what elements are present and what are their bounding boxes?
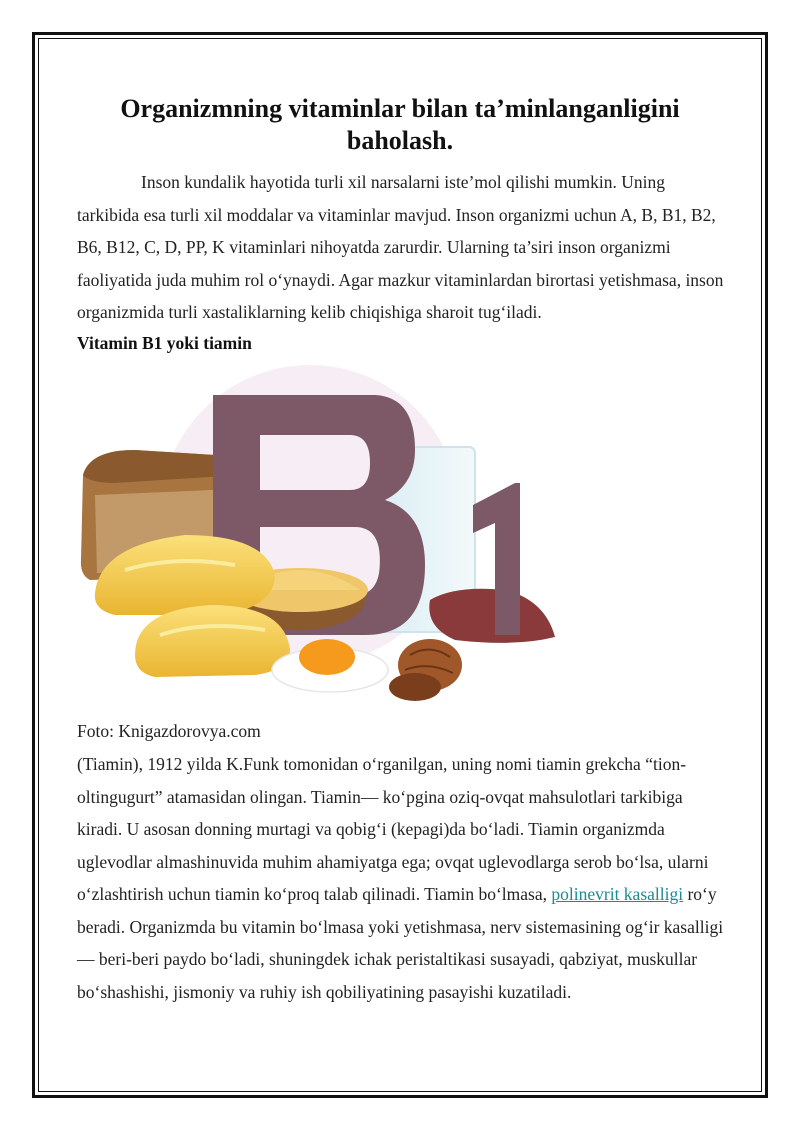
liver-slice bbox=[429, 589, 555, 643]
body-paragraph bbox=[77, 748, 727, 1008]
body-text-part2: ro‘y beradi. Organizmda bu vitamin bo‘lmasa yoki yetishmasa, nerv sistemasining og‘ir kasalligi — beri-beri paydo bo‘ladi, shuningdek ichak peristaltikasi susayadi, qabziyat, muskullar bo‘shashishi, jismoniy va ruhiy ish qobiliyatining pasayishi kuzatiladi. bbox=[77, 884, 724, 1002]
photo-credit: Foto: Knigazdorovya.com bbox=[77, 721, 261, 741]
intro-text: Inson kundalik hayotida turli xil narsalarni iste’mol qilishi mumkin. Uning tarkibida esa turli xil moddalar va vitaminlar mavjud. Inson organizmi uchun A, B, B1, B2, B6, B12, C, D, PP, K vitaminlari nihoyatda zarurdir. Ularning ta’siri inson organizmi faoliyatida juda muhim rol o‘ynaydi. Agar mazkur vitaminlardan birortasi yetishmasa, inson organizmida turli xastaliklarning kelib chiqishiga sharoit tug‘iladi. bbox=[77, 172, 724, 322]
body-text-part1: (Tiamin), 1912 yilda K.Funk tomonidan o‘rganilgan, uning nomi tiamin grekcha “tion-oltingugurt” atamasidan olingan. Tiamin— ko‘pgina oziq-ovqat mahsulotlari tarkibiga kiradi. U asosan donning murtagi va qobig‘i (kepagi)da bo‘ladi. Tiamin organizmda uglevodlar almashinuvida muhim ahamiyatga ega; ovqat uglevodlarga serob bo‘lsa, ularni o‘zlashtirish uchun tiamin ko‘proq talab qilinadi. Tiamin bo‘lmasa, bbox=[77, 754, 709, 904]
polinevrit-link[interactable]: polinevrit kasalligi bbox=[551, 884, 684, 904]
intro-paragraph bbox=[77, 166, 727, 329]
section-heading: Vitamin B1 yoki tiamin bbox=[77, 333, 252, 353]
egg-yolk bbox=[299, 639, 355, 675]
vitamin-b1-illustration bbox=[75, 365, 565, 710]
document-title: Organizmning vitaminlar bilan ta’minlanganligini baholash. bbox=[120, 94, 680, 156]
